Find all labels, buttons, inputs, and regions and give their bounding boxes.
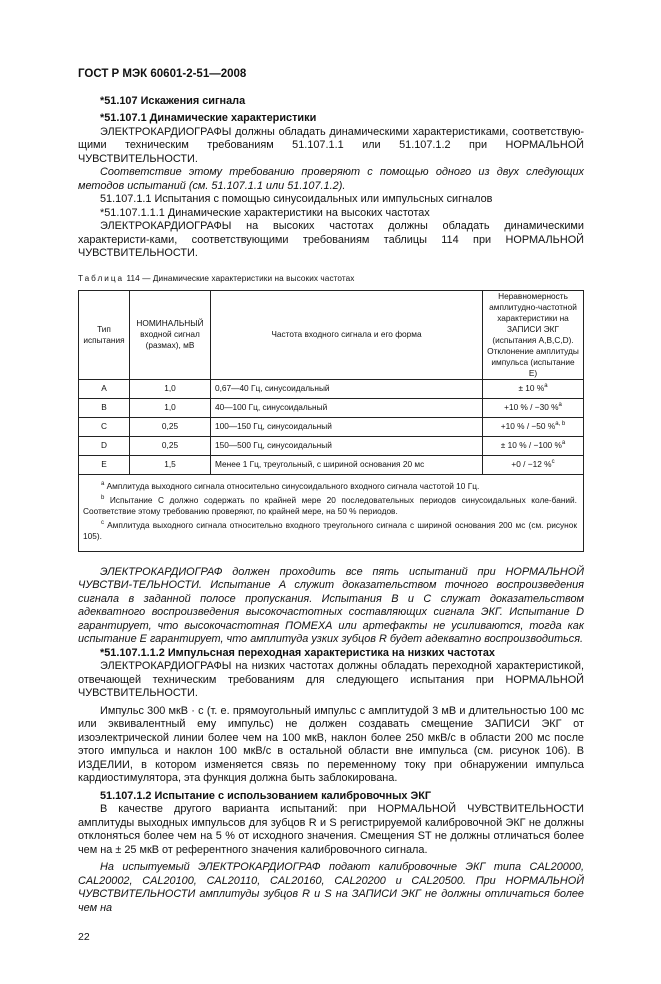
input-signal: 1,0 [130, 398, 211, 417]
column-header: НОМИНАЛЬНЫЙ входной сигнал (размах), мВ [130, 290, 211, 379]
input-signal: 1,0 [130, 379, 211, 398]
paragraph: В качестве другого варианта испытаний: при НОРМАЛЬНОЙ ЧУВСТВИТЕЛЬНОСТИ амплитуды выходных импульсов для зубцов R и S регистрируемой калибровочной ЭКГ не должны отклоняться более чем на 5 % от исходного значения. Смещения ST не должны отличаться более чем на ± 25 мкВ от референтного значения калибровочного сигнала. [78, 803, 584, 856]
table-114 [78, 290, 584, 552]
section-title: *51.107.1.1.2 Импульсная переходная характеристика на низких частотах [100, 646, 495, 659]
paragraph: ЭЛЕКТРОКАРДИОГРАФЫ на низких частотах должны обладать переходной характеристикой, отвечающей техническим требованиям для следующего испытания при НОРМАЛЬНОЙ ЧУВСТВИТЕЛЬНОСТИ. [78, 660, 584, 699]
input-signal: 0,25 [130, 417, 211, 436]
section-title: 51.107.1.2 Испытание с использованием калибровочных ЭКГ [100, 789, 432, 802]
table-caption: Таблица 114 — Динамические характеристики на высоких частотах [78, 273, 355, 283]
footnote-ref: a, b [555, 421, 566, 427]
page-number: 22 [78, 931, 90, 943]
paragraph: ЭЛЕКТРОКАРДИОГРАФЫ должны обладать динамическими характеристиками, соответствую-щими техническим требованиям 51.107.1.1 или 51.107.1.2 при НОРМАЛЬНОЙ ЧУВСТВИТЕЛЬНОСТИ. [78, 125, 584, 165]
paragraph: На испытуемый ЭЛЕКТРОКАРДИОГРАФ подают калибровочные ЭКГ типа CAL20000, CAL20002, CAL20100, CAL20110, CAL20160, CAL20200 и CAL20500. При НОРМАЛЬНОЙ ЧУВСТВИТЕЛЬНОСТИ амплитуды зубцов R и S на ЗАПИСИ ЭКГ не должны отличаться более чем на [78, 861, 584, 914]
test-type: B [79, 398, 130, 417]
section-title: *51.107.1 Динамические характеристики [100, 112, 317, 124]
paragraph: *51.107.1.1.1 Динамические характеристики на высоких частотах [100, 206, 430, 219]
footnote: $^c$ Амплитуда выходного сигнала относительно входного треугольного сигнала с шириной основания 200 мс (см. рисунок 105). [83, 519, 577, 541]
paragraph: Импульс 300 мкВ · с (т. е. прямоугольный импульс с амплитудой 3 мВ и длительностью 100 мс или эквивалентный ему импульс) не должен создавать смещение ЗАПИСИ ЭКГ от изоэлектрической линии более чем на 100 мкВ, наклон более 250 мкВ/с в области 200 мс после этого импульса и наклон 100 мкВ/с в остальной области вне импульса (см. рисунок 106). В ИЗДЕЛИИ, в котором изменяется связь по переменному току при обнаружении импульса кардиостимулятора, эта функция должна быть заблокирована. [78, 704, 584, 784]
column-header: Тип испытания [79, 290, 130, 379]
input-signal: 0,25 [130, 436, 211, 455]
paragraph: Соответствие этому требованию проверяют с помощью одного из двух следующих методов испытаний (см. 51.107.1.1 или 51.107.1.2). [78, 166, 584, 192]
paragraph: 51.107.1.1 Испытания с помощью синусоидальных или импульсных сигналов [100, 193, 493, 205]
paragraph: ЭЛЕКТРОКАРДИОГРАФЫ на высоких частотах должны обладать динамическими характеристи-ками, соответствующими требованиям таблицы 114 при НОРМАЛЬНОЙ ЧУВСТВИТЕЛЬНОСТИ. [78, 220, 584, 259]
deviation: ± 10 %$^a$ [483, 379, 584, 398]
frequency: 150—500 Гц, синусоидальный [211, 436, 483, 455]
footnote-ref: c [551, 459, 555, 465]
document-header: ГОСТ Р МЭК 60601-2-51—2008 [78, 68, 247, 80]
frequency: 100—150 Гц, синусоидальный [211, 417, 483, 436]
test-type: A [79, 379, 130, 398]
deviation: +10 % / −50 %$^{a, b}$ [483, 417, 584, 436]
table-row [79, 398, 584, 417]
footnote-ref: a [544, 383, 548, 389]
document-page [78, 0, 584, 984]
table-row [79, 417, 584, 436]
test-type: C [79, 417, 130, 436]
footnote: $^a$ Амплитуда выходного сигнала относительно синусоидального входного сигнала частотой 10 Гц. [101, 480, 480, 491]
frequency: Менее 1 Гц, треугольный, с шириной основания 20 мс [211, 455, 483, 474]
column-header: Частота входного сигнала и его форма [211, 290, 483, 379]
test-type: D [79, 436, 130, 455]
test-type: E [79, 455, 130, 474]
deviation: ± 10 % / −100 %$^a$ [483, 436, 584, 455]
table-row [79, 436, 584, 455]
input-signal: 1,5 [130, 455, 211, 474]
frequency: 40—100 Гц, синусоидальный [211, 398, 483, 417]
column-header: Неравномерность амплитудно-частотной характеристики на ЗАПИСИ ЭКГ (испытания A,B,C,D). Отклонение амплитуды импульса (испытание E) [483, 290, 584, 379]
table-footnotes [79, 474, 584, 551]
footnote-ref: a [561, 440, 566, 446]
paragraph: ЭЛЕКТРОКАРДИОГРАФ должен проходить все пять испытаний при НОРМАЛЬНОЙ ЧУВСТВИ-ТЕЛЬНОСТИ. Испытание А служит доказательством точного воспроизведения сигнала в заданной полосе пропускания. Испытания В и С служат доказательством адекватного воспроизведения высокочастотных составляющих сигнала ЭКГ. Испытание D гарантирует, что высокочастотная ПОМЕХА или артефакты не усиливаются, тогда как испытание E гарантирует, что амплитуда узких зубцов R будет адекватно воспроизводиться. [78, 565, 584, 645]
frequency: 0,67—40 Гц, синусоидальный [211, 379, 483, 398]
section-title: *51.107 Искажения сигнала [100, 94, 246, 107]
footnote: $^b$ Испытание С должно содержать по крайней мере 20 последовательных периодов синусоидальных коле-баний. Соответствие этому требованию проверяют, по крайней мере, на 50 % периодов. [83, 494, 577, 516]
deviation: +10 % / −30 %$^a$ [483, 398, 584, 417]
table-row [79, 455, 584, 474]
deviation: +0 / −12 %$^c$ [483, 455, 584, 474]
footnote-ref: a [558, 402, 562, 408]
table-row [79, 379, 584, 398]
